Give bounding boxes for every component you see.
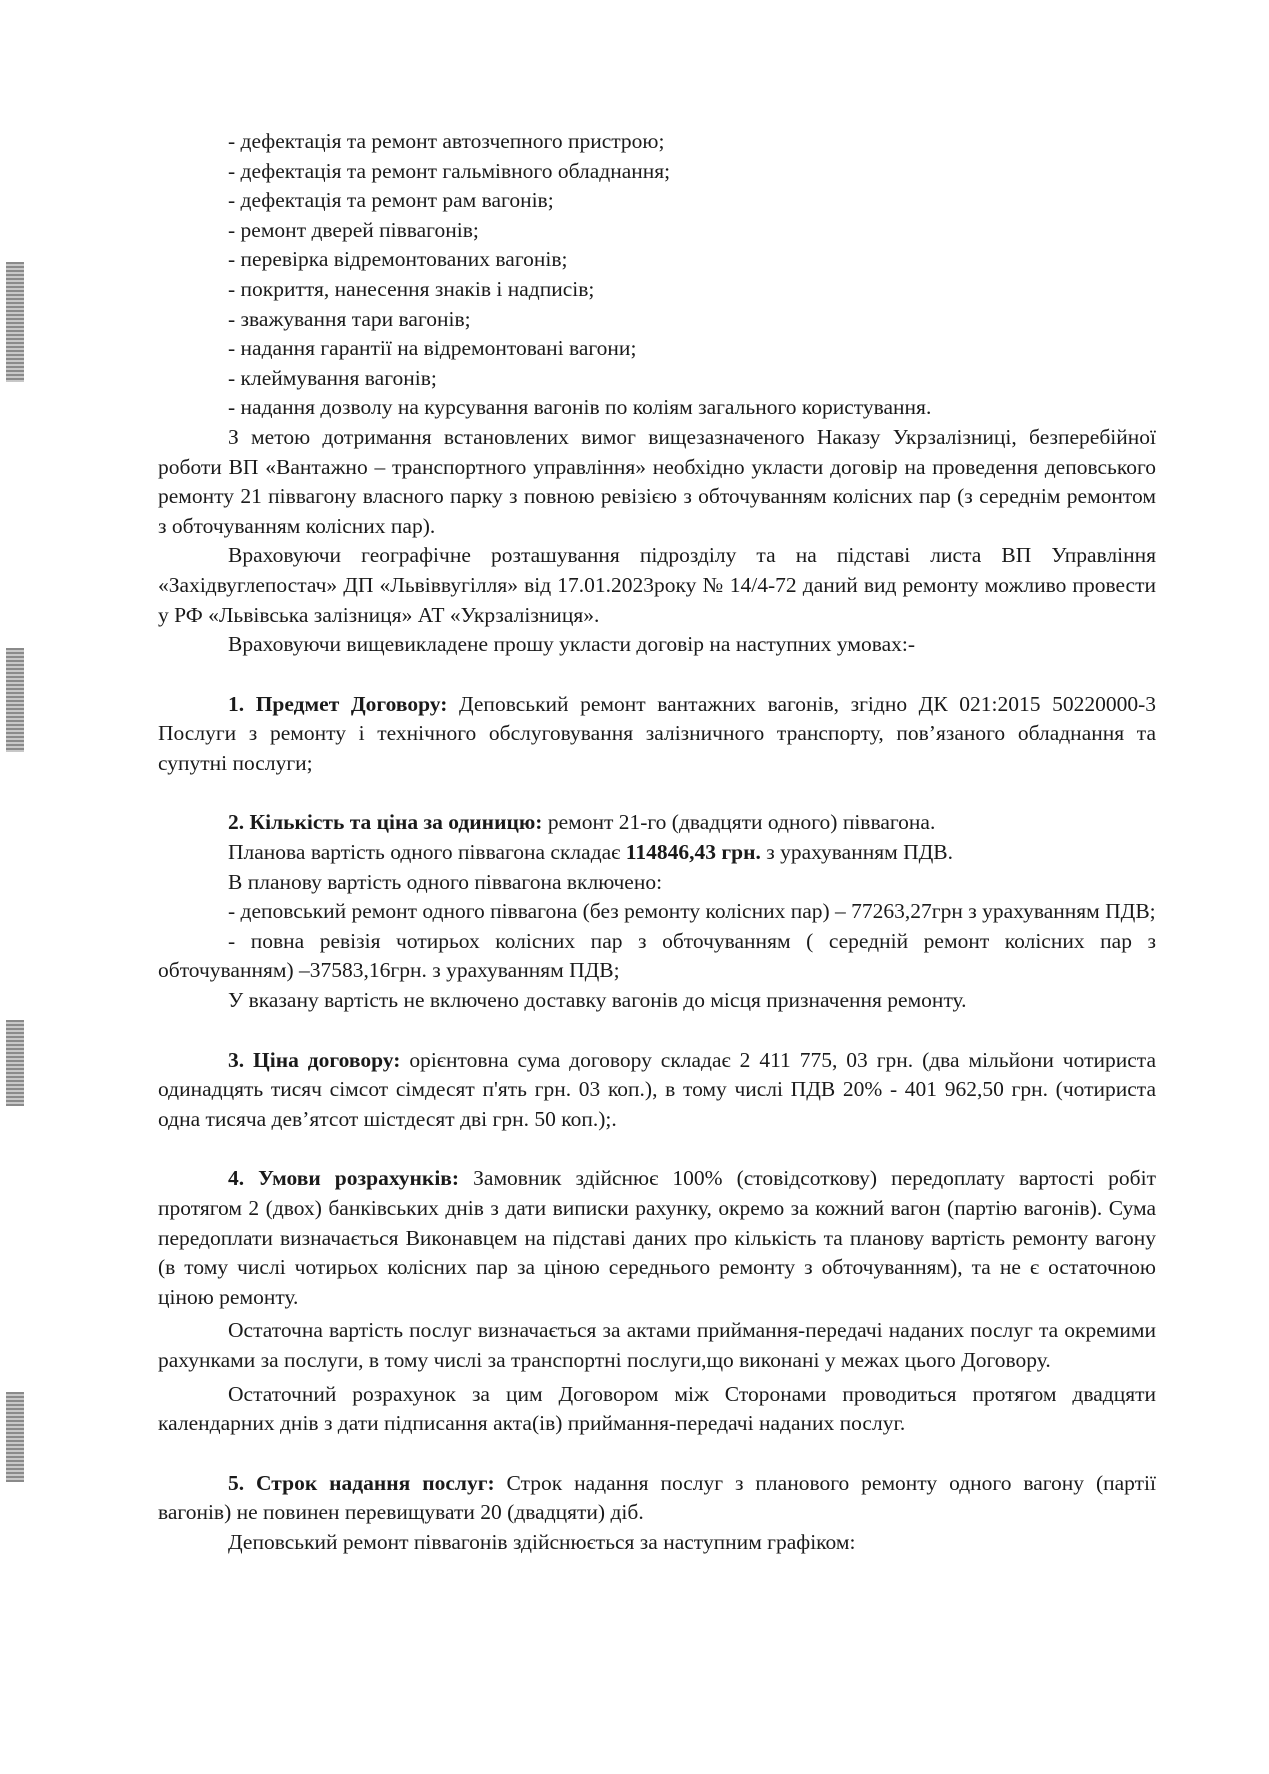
section-2-text: ремонт 21-го (двадцяти одного) піввагона. bbox=[542, 810, 936, 835]
section-4 bbox=[158, 1164, 1156, 1312]
included-label: В планову вартість одного піввагона включено: bbox=[228, 869, 663, 894]
list-item: - клеймування вагонів; bbox=[228, 365, 437, 390]
list-item: - надання дозволу на курсування вагонів по коліям загального користування. bbox=[228, 395, 932, 420]
intro-paragraph: Враховуючи вищевикладене прошу укласти договір на наступних умовах:- bbox=[228, 632, 916, 657]
list-item: - покриття, нанесення знаків і надписів; bbox=[228, 276, 595, 301]
list-item: - дефектація та ремонт рам вагонів; bbox=[228, 188, 554, 213]
section-1 bbox=[158, 690, 1156, 779]
list-item: - дефектація та ремонт автозчепного пристрою; bbox=[228, 129, 665, 153]
included-item: - деповський ремонт одного піввагона (без ремонту колісних пар) – 77263,27грн з урахуванням ПДВ; bbox=[228, 899, 1156, 924]
section-4-heading: 4. Умови розрахунків: bbox=[228, 1166, 460, 1191]
list-item: - дефектація та ремонт гальмівного обладнання; bbox=[228, 158, 671, 183]
section-3 bbox=[158, 1046, 1156, 1135]
section-5-heading: 5. Строк надання послуг: bbox=[228, 1470, 495, 1495]
section-5 bbox=[158, 1469, 1156, 1528]
section-5-paragraph: Деповський ремонт піввагонів здійснюється за наступним графіком: bbox=[228, 1529, 856, 1554]
planned-cost bbox=[158, 838, 1156, 868]
scan-edge-mark bbox=[6, 1020, 24, 1106]
included-item: - повна ревізія чотирьох колісних пар з обточуванням ( середній ремонт колісних пар з обточуванням) –37583,16грн. з урахуванням ПДВ; bbox=[158, 928, 1156, 983]
section-2 bbox=[158, 808, 1156, 838]
list-item: - ремонт дверей піввагонів; bbox=[228, 217, 479, 242]
list-item: - надання гарантії на відремонтовані вагони; bbox=[228, 336, 637, 361]
document-page bbox=[158, 127, 1156, 1558]
section-4-paragraph: Остаточний розрахунок за цим Договором між Сторонами проводиться протягом двадцяти календарних днів з дати підписання акта(ів) приймання-передачі наданих послуг. bbox=[158, 1381, 1156, 1436]
scan-edge-mark bbox=[6, 1392, 24, 1482]
section-1-text: Деповський ремонт вантажних вагонів, згідно ДК 021:2015 50220000-3 Послуги з ремонту і технічного обслуговування залізничного транспорту, пов’язаного обладнання та супутні послуги; bbox=[158, 691, 1156, 775]
planned-cost-label: Планова вартість одного піввагона складає bbox=[228, 840, 626, 865]
list-item: - перевірка відремонтованих вагонів; bbox=[228, 247, 568, 272]
spacer bbox=[158, 1016, 1156, 1046]
planned-cost-value: 114846,43 грн. bbox=[625, 840, 761, 865]
spacer bbox=[158, 660, 1156, 690]
cost-note: У вказану вартість не включено доставку вагонів до місця призначення ремонту. bbox=[228, 988, 967, 1013]
section-4-paragraph: Остаточна вартість послуг визначається за актами приймання-передачі наданих послуг та окремими рахунками за послуги, в тому числі за транспортні послуги,що виконані у межах цього Договору. bbox=[158, 1318, 1156, 1372]
section-1-heading: 1. Предмет Договору: bbox=[228, 691, 448, 716]
spacer bbox=[158, 1134, 1156, 1164]
list-item: - зважування тари вагонів; bbox=[228, 306, 471, 331]
intro-paragraph: Враховуючи географічне розташування підрозділу та на підставі листа ВП Управління «Західвуглепостач» ДП «Львіввугілля» від 17.01.2023року № 14/4-72 даний вид ремонту можливо провести у РФ «Львівська залізниця» АТ «Укрзалізниця». bbox=[158, 543, 1156, 627]
spacer bbox=[158, 1439, 1156, 1469]
scan-edge-mark bbox=[6, 648, 24, 752]
section-3-heading: 3. Ціна договору: bbox=[228, 1047, 401, 1072]
section-4-text: Замовник здійснює 100% (стовідсоткову) передоплату вартості робіт протягом 2 (двох) банківських днів з дати виписки рахунку, окремо за кожний вагон (партію вагонів). Сума передоплати визначається Виконавцем на підставі даних про кількість та планову вартість ремонту вагону (в тому числі чотирьох колісних пар за ціною середнього ремонту з обточуванням), та не є остаточною ціною ремонту. bbox=[158, 1166, 1156, 1309]
section-5-text: Строк надання послуг з планового ремонту одного вагону (партії вагонів) не повинен перевищувати 20 (двадцяти) діб. bbox=[158, 1470, 1156, 1525]
spacer bbox=[158, 778, 1156, 808]
planned-cost-suffix: з урахуванням ПДВ. bbox=[760, 840, 954, 865]
section-3-text: орієнтовна сума договору складає 2 411 775, 03 грн. (два мільйони чотириста одинадцять тисяч сімсот сімдесят п'ять грн. 03 коп.), в тому числі ПДВ 20% - 401 962,50 грн. (чотириста одна тисяча дев’ятсот шістдесят дві грн. 50 коп.);. bbox=[158, 1047, 1156, 1131]
section-2-heading: 2. Кількість та ціна за одиницю: bbox=[228, 810, 543, 835]
intro-paragraph: З метою дотримання встановлених вимог вищезазначеного Наказу Укрзалізниці, безперебійної роботи ВП «Вантажно – транспортного управління» необхідно укласти договір на проведення деповського ремонту 21 піввагону власного парку з повною ревізією з обточуванням колісних пар (з середнім ремонтом з обточуванням колісних пар). bbox=[158, 424, 1156, 538]
scan-edge-mark bbox=[6, 262, 24, 382]
work-list bbox=[158, 127, 1156, 423]
